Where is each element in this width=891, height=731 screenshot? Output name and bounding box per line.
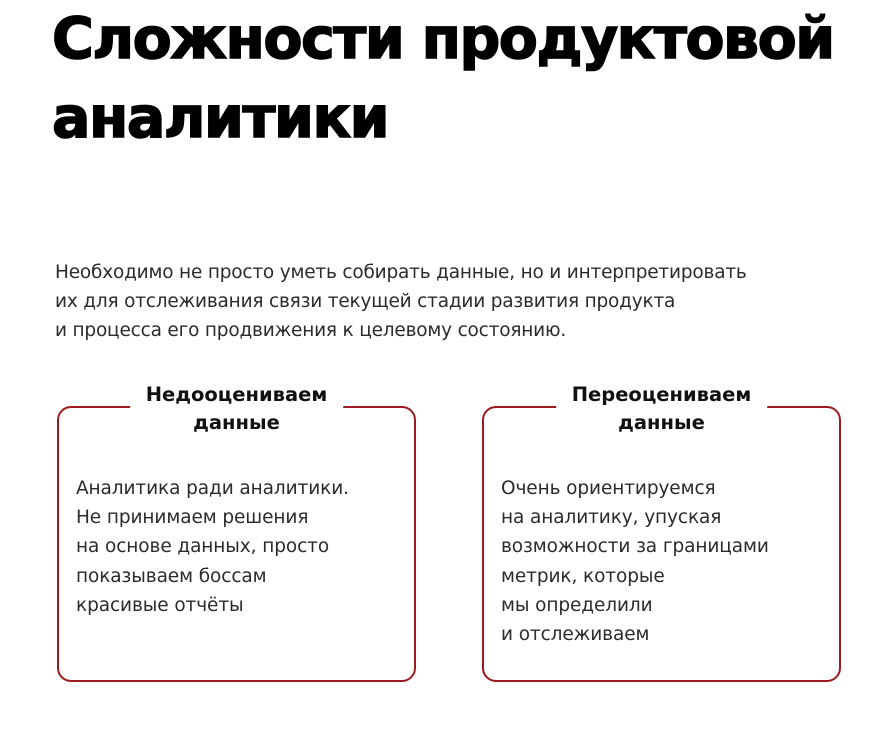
card-body-line: показываем боссам [76,565,267,587]
intro-paragraph [55,258,875,345]
card-heading [556,381,768,437]
card-body [501,474,831,649]
card-heading-line: данные [618,411,705,434]
card-body-line: Очень ориентируемся [501,478,716,499]
card-body-line: Аналитика ради аналитики. [76,478,349,499]
card-body-line: и отслеживаем [501,624,650,646]
card-body [76,474,406,620]
card-heading-line: Недооцениваем [145,383,328,406]
card-body-line: на основе данных, просто [76,536,330,558]
page-title-line: аналитики [52,85,389,151]
page-title-line: Сложности продуктовой [52,6,834,72]
intro-line: и процесса его продвижения к целевому состоянию. [55,320,567,341]
intro-line: их для отслеживания связи текущей стадии развития продукта [55,291,676,312]
card-body-line: Не принимаем решения [76,507,309,529]
card-body-line: возможности за границами [501,536,769,558]
card-heading [130,381,344,437]
intro-line: Необходимо не просто уметь собирать данные, но и интерпретировать [55,262,747,283]
card-body-line: на аналитику, упуская [501,507,722,529]
card-underestimate-data [57,383,416,682]
page-title [52,0,882,158]
card-body-line: метрик, которые [501,565,665,587]
card-overestimate-data [482,383,841,682]
card-body-line: красивые отчёты [76,594,244,616]
card-heading-line: данные [193,411,280,434]
card-body-line: мы определили [501,594,653,616]
card-heading-line: Переоцениваем [571,383,752,406]
